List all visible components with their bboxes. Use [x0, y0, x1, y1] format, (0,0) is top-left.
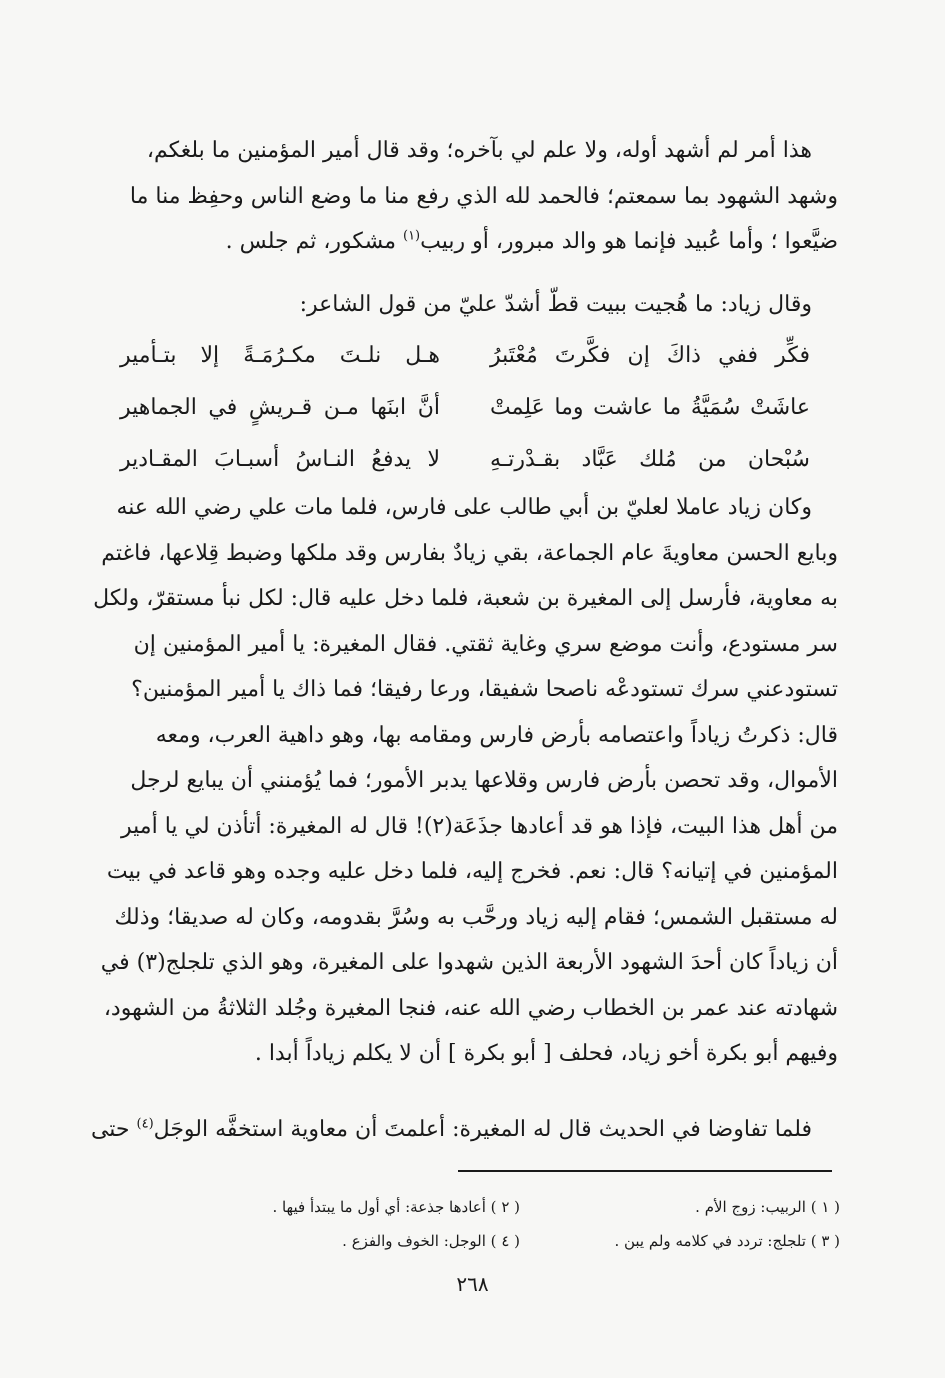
text-line: الأموال، وقد تحصن بأرض فارس وقلاعها يدبر الأمور؛ فما يُؤمنني أن يبايع لرجل [130, 768, 838, 793]
verse-first-hemistich: سُبْحان من مُلك عَبَّاد بقـدْرتـهِ [490, 447, 810, 472]
footnote-2: ( ٢ ) أعادها جذعة: أي أول ما يبتدأ فيها . [272, 1198, 520, 1216]
verse-1 [120, 330, 810, 382]
verse-second-hemistich: هـل نلـتَ مكـرُمَـةً إلا بتـأمير [120, 343, 440, 368]
text-line: ضيَّعوا ؛ وأما عُبيد فإنما هو والد مبرور، أو ربيب$^{(١)}$ مشكور، ثم جلس . [225, 228, 838, 254]
text-line: وفيهم أبو بكرة أخو زياد، فحلف [ أبو بكرة ] أن لا يكلم زياداً أبدا . [254, 1041, 838, 1066]
text-line: تستودعني سرك تستودعْه ناصحا شفيقا، ورعا رفيقا؛ فما ذاك يا أمير المؤمنين؟ [131, 677, 838, 702]
text-line: به معاوية، فأرسل إلى المغيرة بن شعبة، فلما دخل عليه قال: لكل نبأ مستقرّ، ولكل [93, 586, 838, 611]
footnote-3: ( ٣ ) تلجلج: تردد في كلامه ولم يبن . [614, 1232, 840, 1250]
verse-3 [120, 434, 810, 486]
footnote-ref-1: (١) [402, 228, 421, 244]
paragraph-1 [78, 128, 838, 265]
poem [120, 330, 810, 486]
verse-second-hemistich: أنَّ ابنَها مـن قـريشٍ في الجماهير [120, 395, 440, 420]
paragraph-2 [78, 485, 838, 1077]
verse-first-hemistich: فكِّر ففي ذاكَ إن فكَّرتَ مُعْتَبرُ [490, 343, 810, 368]
footnotes [200, 1190, 840, 1258]
text-line: وشهد الشهود بما سمعتم؛ فالحمد لله الذي رفع منا ما وضع الناس وحفِظ منا ما [129, 183, 838, 209]
paragraph-3 [78, 1107, 838, 1153]
text-line: سر مستودع، وأنت موضع سري وغاية ثقتي. فقال المغيرة: يا أمير المؤمنين إن [133, 631, 838, 657]
text-line: أن زياداً كان أحدَ الشهود الأربعة الذين شهدوا على المغيرة، وهو الذي تلجلج(٣) في [100, 950, 838, 975]
footnote-4: ( ٤ ) الوجل: الخوف والفزع . [342, 1232, 520, 1250]
poem-intro: وقال زياد: ما هُجيت ببيت قطّ أشدّ عليّ من قول الشاعر: [299, 292, 812, 317]
text-line: وبايع الحسن معاويةَ عام الجماعة، بقي زيادٌ بفارس وقد ملكها وضبط قِلاعها، فاغتم [101, 540, 838, 566]
footnote-ref-4: (٤) [136, 1116, 154, 1132]
footnote-row [200, 1190, 840, 1224]
text-line: له مستقبل الشمس؛ فقام إليه زياد ورحَّب به وسُرَّ بقدومه، وكان له صديقا؛ وذلك [114, 904, 838, 930]
footnote-row [200, 1224, 840, 1258]
page-number: ٢٦٨ [456, 1272, 489, 1296]
verse-2 [120, 382, 810, 434]
text-line: فلما تفاوضا في الحديث قال له المغيرة: أعلمتَ أن معاوية استخفَّه الوجَل$^{(٤)}$ حتى [90, 1116, 812, 1142]
verse-second-hemistich: لا يدفعُ النـاسُ أسبـابَ المقـادير [120, 447, 440, 472]
text-line: هذا أمر لم أشهد أوله، ولا علم لي بآخره؛ وقد قال أمير المؤمنين ما بلغكم، [146, 138, 812, 163]
text-line: وكان زياد عاملا لعليّ بن أبي طالب على فارس، فلما مات علي رضي الله عنه [116, 495, 812, 520]
text-line: قال: ذكرتُ زياداً واعتصامه بأرض فارس ومقامه بها، وهو داهية العرب، ومعه [155, 722, 838, 748]
footnote-divider [458, 1170, 832, 1172]
text-line: من أهل هذا البيت، فإذا هو قد أعادها جذَعَة(٢)! قال له المغيرة: أتأذن لي يا أمير [121, 813, 838, 839]
text-line: المؤمنين في إتيانه؟ قال: نعم. فخرج إليه، فلما دخل عليه وجده وهو قاعد في بيت [106, 859, 838, 884]
text-line: شهادته عند عمر بن الخطاب رضي الله عنه، فنجا المغيرة وجُلد الثلاثةُ من الشهود، [103, 995, 838, 1021]
footnote-1: ( ١ ) الربيب: زوج الأم . [695, 1198, 840, 1216]
verse-first-hemistich: عاشَتْ سُمَيَّةُ ما عاشت وما عَلِمتْ [490, 395, 810, 420]
